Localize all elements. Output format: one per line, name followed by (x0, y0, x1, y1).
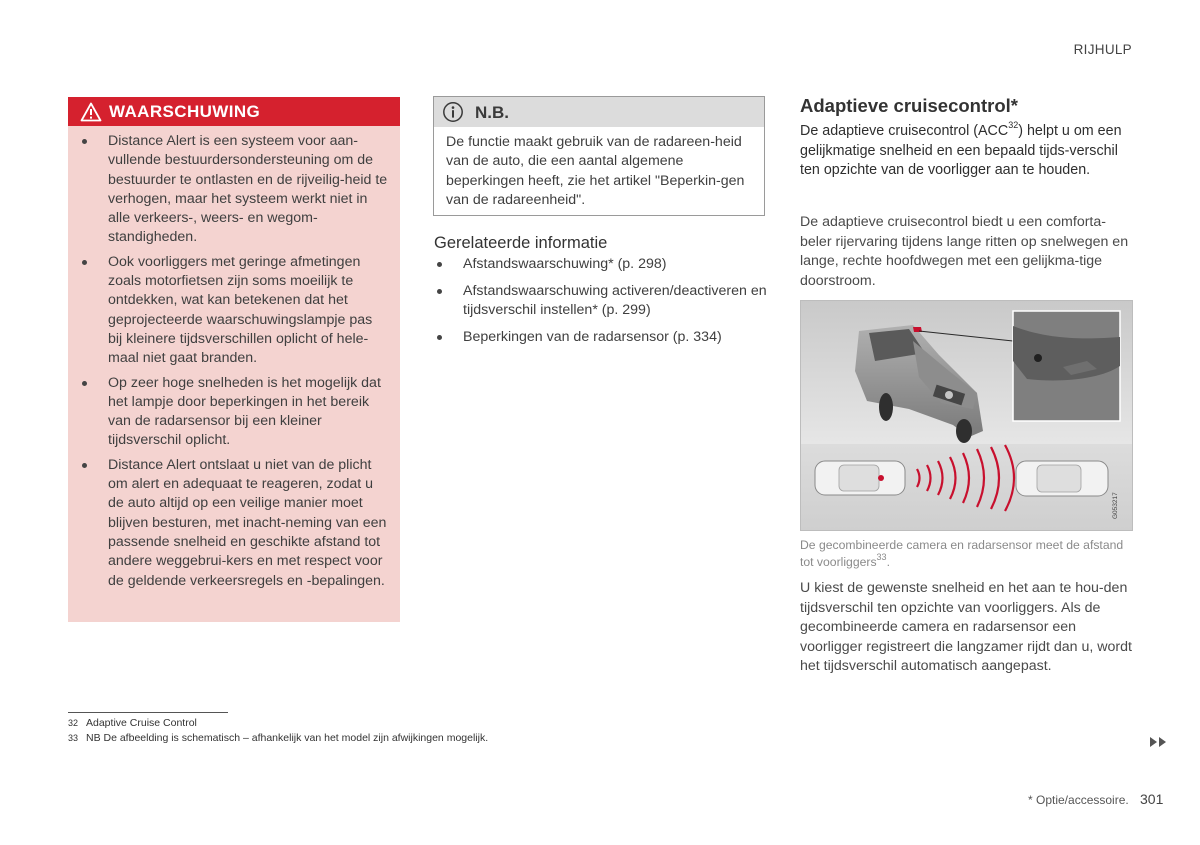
footnote-number: 32 (68, 718, 79, 728)
caption-end: . (886, 555, 890, 569)
footnote-ref[interactable]: 33 (876, 551, 887, 562)
warning-item (68, 253, 400, 369)
footnote-text: Adaptive Cruise Control (86, 717, 197, 729)
related-link[interactable] (434, 255, 769, 275)
note-title: N.B. (475, 103, 509, 122)
intro-paragraph (800, 122, 1130, 181)
closing-paragraph: U kiest de gewenste snelheid en het aan te hou-den tijdsverschil ten opzichte van voorliggers. Als de gecombineerde camera en radarsensor een voorligger registreert die langzamer rijdt dan u, wordt het tijdsverschil automatisch aangepast. (800, 580, 1132, 674)
warning-item-text: Op zeer hoge snelheden is het mogelijk dat het lampje door beperkingen in het bereik van de radarsensor bij een kleiner tijdsverschil oplicht. (108, 374, 381, 449)
intro-text: ) helpt u om een gelijkmatige snelheid en een bepaald tijds-verschil ten opzichte van de voorligger aan te houden. (800, 123, 1122, 178)
related-link-text: Afstandswaarschuwing activeren/deactiveren en tijdsverschil instellen* (p. 299) (463, 282, 767, 318)
warning-header (68, 97, 400, 126)
caption-text: De gecombineerde camera en radarsensor meet de afstand tot voorliggers (800, 538, 1124, 569)
footnote (68, 732, 488, 744)
related-list (434, 255, 769, 354)
related-link-text: Beperkingen van de radarsensor (p. 334) (463, 328, 722, 345)
footnote-number: 33 (68, 733, 79, 743)
related-link[interactable] (434, 282, 769, 321)
car-top-view-own (815, 461, 905, 495)
warning-item (68, 374, 400, 451)
footnote-ref[interactable]: 32 (1008, 120, 1019, 131)
radar-illustration (801, 301, 1132, 530)
section-label: RIJHULP (1073, 42, 1132, 57)
footnote-divider (68, 712, 228, 713)
footnote-text: NB De afbeelding is schematisch – afhankelijk van het model zijn afwijkingen mogelijk. (86, 732, 489, 744)
bullet (437, 335, 442, 340)
footer-note: * Optie/accessoire. (1028, 793, 1129, 807)
bullet (82, 260, 87, 265)
warning-triangle-icon (80, 102, 102, 122)
warning-item (68, 456, 400, 591)
warning-item-text: Ook voorliggers met geringe afmetingen zoals motorfietsen zijn soms moeilijk te ontdekken, wat kan betekenen dat het geprojecteerde waarschuwingslampje pas bij kleinere tijdsverschillen oplicht of hele-maal niet gaat branden. (108, 253, 373, 367)
note-text: De functie maakt gebruik van de radareen-heid van de auto, die een aantal algemene beperkingen heeft, zie het artikel "Beperkin-gen van de radareenheid". (446, 134, 745, 208)
figure-code: G053217 (1112, 492, 1119, 519)
bullet (437, 262, 442, 267)
warning-item-text: Distance Alert is een systeem voor aan-vullende bestuurdersondersteuning om de bestuurder te ontlasten en de rijveilig-heid te verhogen, maar het systeem werkt niet in alle verkeers-, weers- en wegom-standigheden. (108, 133, 388, 246)
warning-box (68, 97, 400, 622)
sensor-detail-inset (1013, 311, 1120, 421)
bullet (82, 381, 87, 386)
main-heading: Adaptieve cruisecontrol* (800, 95, 1018, 116)
warning-title: WAARSCHUWING (109, 102, 261, 121)
related-link[interactable] (434, 328, 769, 348)
double-chevron-right-icon[interactable] (1148, 736, 1168, 748)
body-paragraph: De adaptieve cruisecontrol biedt u een comforta-beler rijervaring tijdens lange ritten op snelwegen en lange, rechte hoofdwegen met een gelijkma-tige doorstroom. (800, 214, 1129, 289)
bullet (82, 139, 87, 144)
info-circle-icon (442, 101, 464, 123)
note-box (433, 96, 765, 216)
note-header (434, 97, 764, 127)
footnote (68, 717, 197, 729)
car-top-view-ahead (1016, 461, 1108, 496)
bullet (82, 463, 87, 468)
figure-illustration (800, 300, 1133, 531)
intro-text: De adaptieve cruisecontrol (ACC (800, 123, 1009, 139)
warning-list (68, 132, 400, 596)
page-number: 301 (1140, 791, 1164, 807)
related-link-text: Afstandswaarschuwing* (p. 298) (463, 256, 667, 272)
warning-item-text: Distance Alert ontslaat u niet van de plicht om alert en adequaat te reageren, zodat u de auto altijd op een veilige manier moet blijven besturen, met inacht-neming van een passende snelheid en geschikte afstand tot andere weggebrui-kers en met respect voor de geldende verkeersregels en -bepalingen. (108, 456, 387, 589)
related-heading: Gerelateerde informatie (434, 234, 608, 252)
warning-item (68, 132, 400, 248)
bullet (437, 289, 442, 294)
figure-caption (800, 537, 1130, 571)
